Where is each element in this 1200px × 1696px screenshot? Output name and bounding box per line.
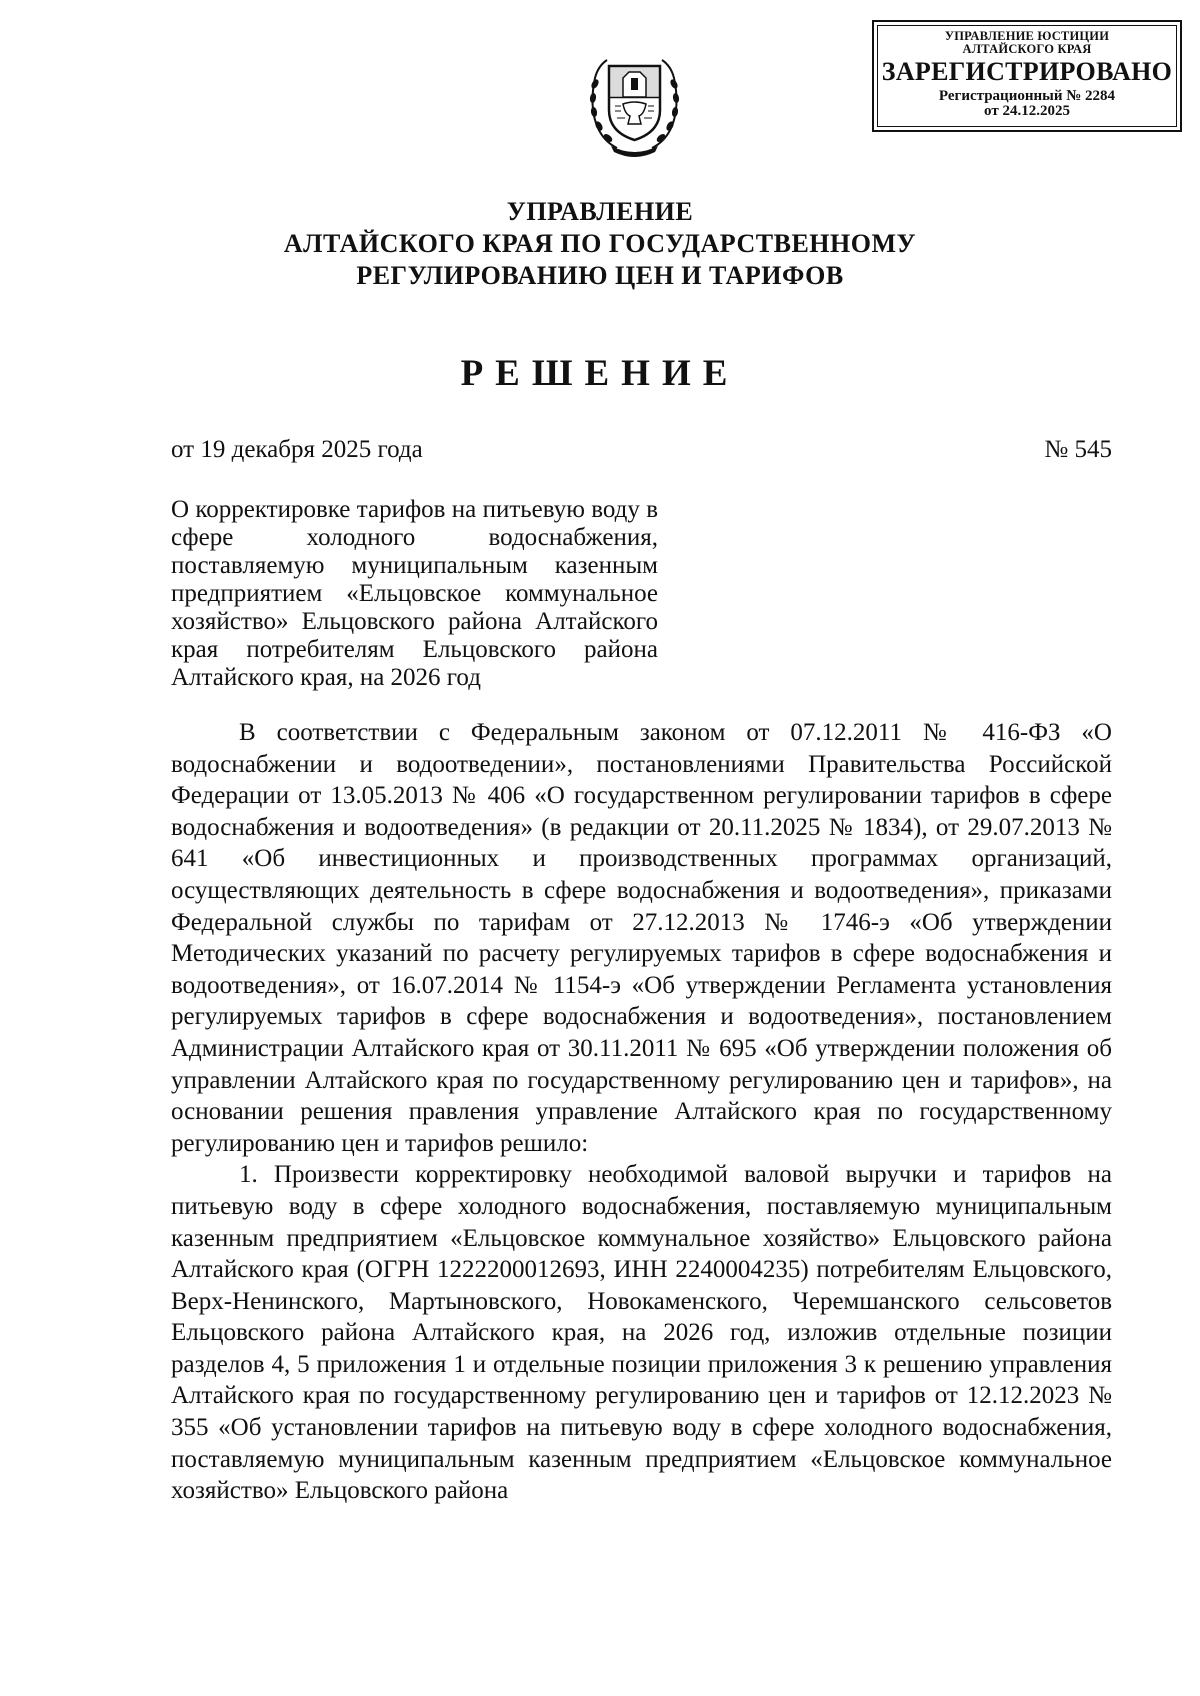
registration-stamp: [872, 20, 1182, 132]
agency-name-line3: РЕГУЛИРОВАНИЮ ЦЕН И ТАРИФОВ: [356, 261, 844, 290]
coat-of-arms-icon: [587, 48, 682, 158]
agency-name-line1: УПРАВЛЕНИЕ: [506, 197, 694, 226]
stamp-title: ЗАРЕГИСТРИРОВАНО: [881, 57, 1173, 87]
agency-name: [150, 196, 1050, 292]
clause-1-paragraph: 1. Произвести корректировку необходимой валовой выручки и тарифов на питьевую воду в сфере холодного водоснабжения, поставляемую муниципальным казенным предприятием «Ельцовское коммунальное хозяйство» Ельцовского района Алтайского края (ОГРН 1222200012693, ИНН 2240004235) потребителям Ельцовского, Верх-Ненинского, Мартыновского, Новокаменского, Черемшанского сельсоветов Ельцовского района Алтайского края, на 2026 год, изложив отдельные позиции разделов 4, 5 приложения 1 и отдельные позиции приложения 3 к решению управления Алтайского края по государственному регулированию цен и тарифов от 12.12.2023 № 355 «Об установлении тарифов на питьевую воду в сфере холодного водоснабжения, поставляемую муниципальным казенным предприятием «Ельцовское коммунальное хозяйство» Ельцовского района: [171, 1161, 1112, 1505]
stamp-date: от 24.12.2025: [984, 103, 1070, 120]
document-subject: О корректировке тарифов на питьевую воду в сфере холодного водоснабжения, поставляемую муниципальным казенным предприятием «Ельцовское коммунальное хозяйство» Ельцовского района Алтайского края потребителям Ельцовского района Алтайского края, на 2026 год: [171, 496, 658, 691]
registration-stamp-inner: [877, 25, 1177, 127]
document-date: от 19 декабря 2025 года: [171, 436, 423, 463]
stamp-registration-number: Регистрационный № 2284: [938, 87, 1116, 104]
stamp-org-line1: УПРАВЛЕНИЕ ЮСТИЦИИ: [944, 29, 1110, 43]
agency-name-line2: АЛТАЙСКОГО КРАЯ ПО ГОСУДАРСТВЕННОМУ: [283, 229, 917, 258]
document-type: РЕШЕНИЕ: [460, 353, 740, 394]
preamble-paragraph: В соответствии с Федеральным законом от 07.12.2011 № 416-ФЗ «О водоснабжении и водоотведении», постановлениями Правительства Российской Федерации от 13.05.2013 № 406 «О государственном регулировании тарифов в сфере водоснабжения и водоотведения» (в редакции от 20.11.2025 № 1834), от 29.07.2013 № 641 «Об инвестиционных и производственных программах организаций, осуществляющих деятельность в сфере водоснабжения и водоотведения», приказами Федеральной службы по тарифам от 27.12.2013 № 1746-э «Об утверждении Методических указаний по расчету регулируемых тарифов в сфере водоснабжения и водоотведения», от 16.07.2014 № 1154-э «Об утверждении Регламента установления регулируемых тарифов в сфере водоснабжения и водоотведения», постановлением Администрации Алтайского края от 30.11.2011 № 695 «Об утверждении положения об управлении Алтайского края по государственному регулированию цен и тарифов», на основании решения правления управление Алтайского края по государственному регулированию цен и тарифов решило:: [171, 719, 1112, 1157]
document-body: [171, 717, 1112, 1507]
document-number: № 545: [1044, 436, 1112, 463]
stamp-org-line2: АЛТАЙСКОГО КРАЯ: [962, 42, 1092, 57]
